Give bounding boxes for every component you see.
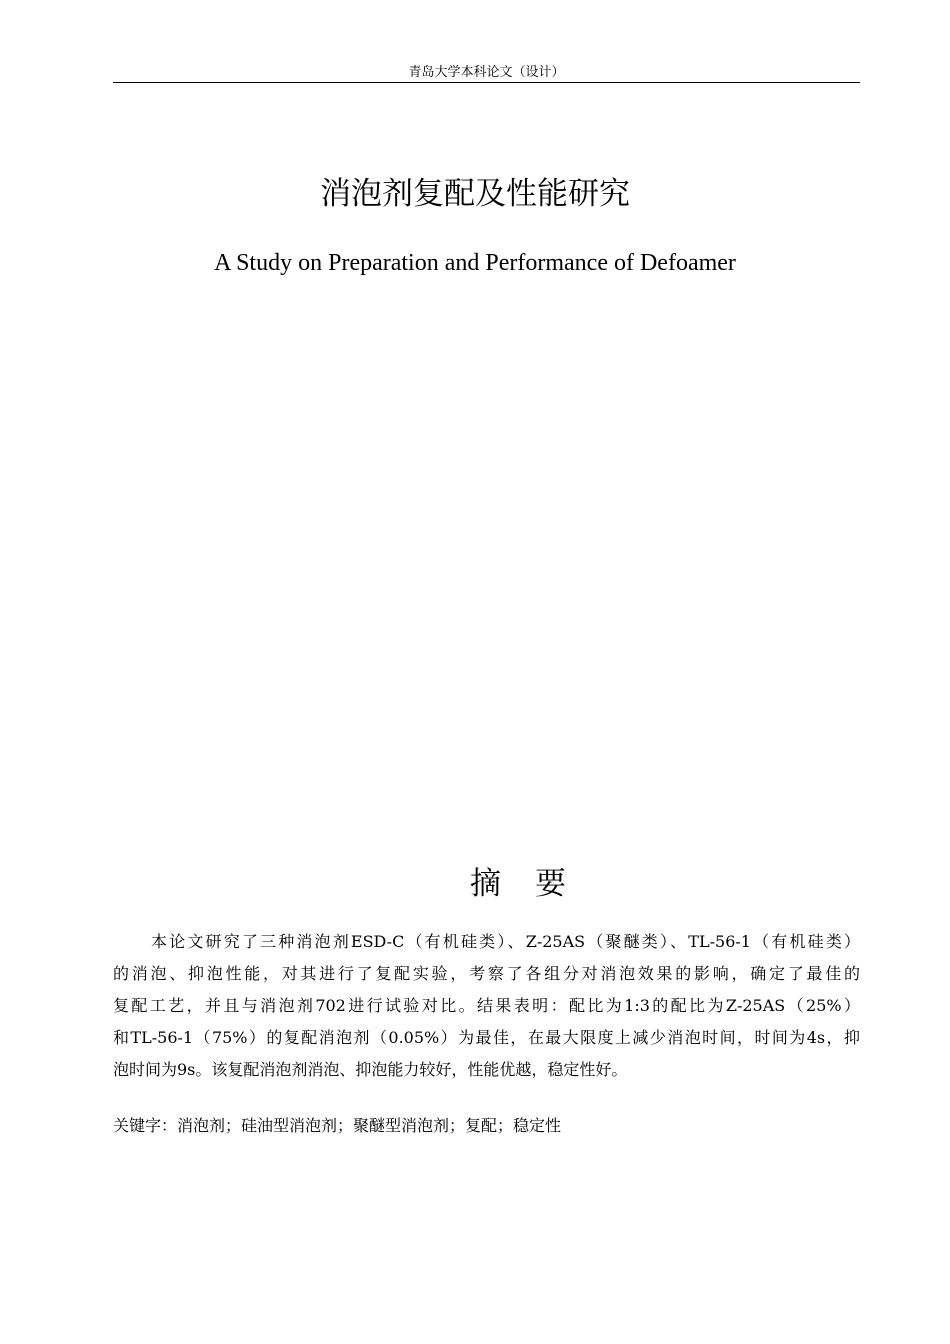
abstract-body [113,926,860,1086]
title-english: A Study on Preparation and Performance of Defoamer [214,250,736,276]
running-header: 青岛大学本科论文（设计） [113,64,860,83]
abstract-heading: 摘要 [470,866,600,902]
abstract-line: 的消泡、抑泡性能，对其进行了复配实验，考察了各组分对消泡效果的影响，确定了最佳的 [113,964,860,983]
abstract-line: 复配工艺，并且与消泡剂702进行试验对比。结果表明：配比为1:3的配比为Z-25AS（25%） [113,996,860,1015]
abstract-line: 本论文研究了三种消泡剂ESD-C（有机硅类）、Z-25AS（聚醚类）、TL-56-1（有机硅类） [151,932,860,951]
title-chinese: 消泡剂复配及性能研究 [320,176,630,212]
abstract-line: 泡时间为9s。该复配消泡剂消泡、抑泡能力较好，性能优越，稳定性好。 [113,1060,628,1079]
keywords: 关键字：消泡剂；硅油型消泡剂；聚醚型消泡剂；复配；稳定性 [113,1116,562,1135]
abstract-line: 和TL-56-1（75%）的复配消泡剂（0.05%）为最佳，在最大限度上减少消泡时间，时间为4s，抑 [113,1028,860,1047]
